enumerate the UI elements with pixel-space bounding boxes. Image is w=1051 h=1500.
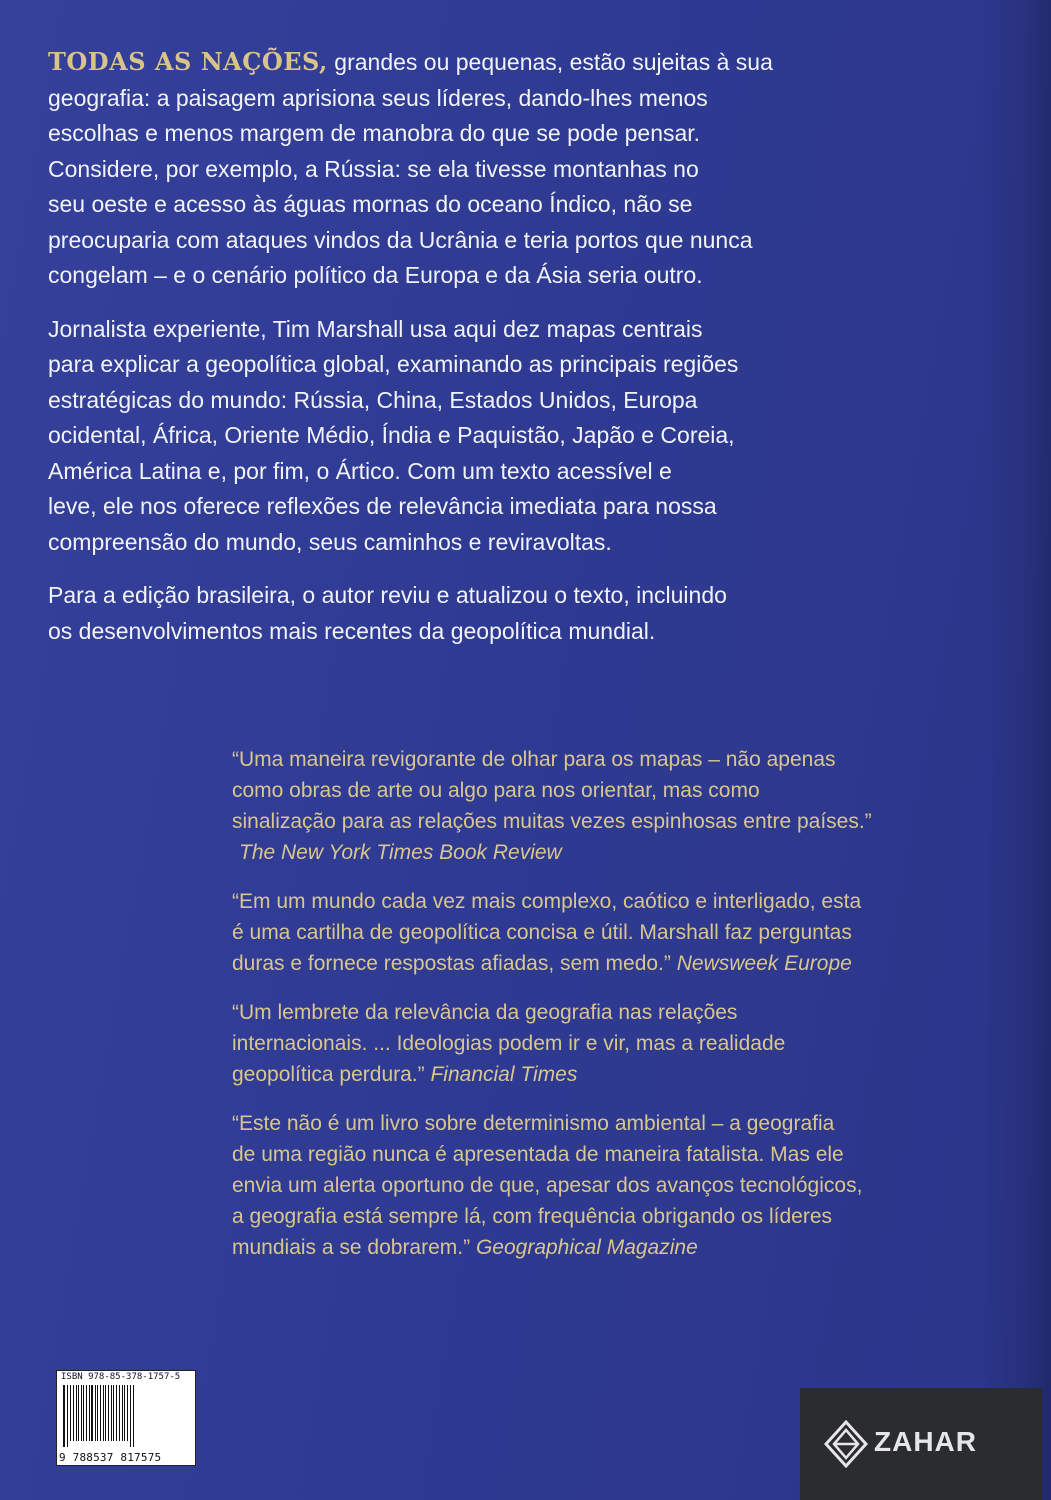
barcode-bar: [63, 1385, 65, 1447]
blurb-lead: TODAS AS NAÇÕES,: [48, 47, 328, 76]
barcode-bar: [81, 1385, 82, 1441]
blurb-paragraph-1: [48, 44, 828, 294]
quote-source: Geographical Magazine: [475, 1236, 698, 1259]
barcode-bar: [86, 1385, 87, 1441]
quote-source: Financial Times: [430, 1063, 578, 1086]
barcode-bar: [95, 1385, 96, 1441]
barcode-bar: [67, 1385, 68, 1447]
blurb: [48, 44, 828, 667]
review-quote: [232, 1108, 992, 1263]
blurb-paragraph-2: Jornalista experiente, Tim Marshall usa aqui dez mapas centrais para explicar a geopolítica global, examinando as principais regiões estratégicas do mundo: Rússia, China, Estados Unidos, Europa ocidental, África, Oriente Médio, Índia e Paquistão, Japão e Coreia, América Latina e, por fim, o Ártico. Com um texto acessível e leve, ele nos oferece reflexões de relevância imediata para nossa compreensão do mundo, seus caminhos e reviravoltas.: [48, 315, 739, 555]
review-quote: [232, 886, 992, 979]
barcode-bar: [76, 1385, 77, 1441]
quote-source: The New York Times Book Review: [239, 841, 562, 864]
barcode-bar: [70, 1385, 71, 1441]
quote-text: “Em um mundo cada vez mais complexo, caótico e interligado, esta é uma cartilha de geopolítica concisa e útil. Marshall faz perguntas duras e fornece respostas afiadas, sem medo.”: [232, 890, 862, 975]
barcode-bar: [83, 1385, 84, 1441]
isbn-barcode: [56, 1370, 196, 1466]
barcode-digits: 9 788537 817575: [59, 1451, 162, 1464]
quote-source: Newsweek Europe: [676, 952, 852, 975]
publisher-name: ZAHAR: [874, 1426, 977, 1457]
barcode-bar: [111, 1385, 112, 1441]
review-quote: [232, 744, 992, 868]
barcode-bar: [119, 1385, 120, 1441]
barcode-bar: [130, 1385, 131, 1447]
quote-text: “Uma maneira revigorante de olhar para os mapas – não apenas como obras de arte ou algo para nos orientar, mas como sinalização para as relações muitas vezes espinhosas entre países.”: [232, 748, 872, 833]
barcode-bar: [108, 1385, 109, 1441]
zahar-diamond-logo-icon: [824, 1420, 868, 1468]
review-quotes: [232, 744, 992, 1281]
publisher-logo-box: [800, 1388, 1042, 1500]
quote-text: “Um lembrete da relevância da geografia nas relações internacionais. ... Ideologias podem ir e vir, mas a realidade geopolítica perdura.”: [232, 1001, 786, 1086]
barcode-bar: [105, 1385, 106, 1441]
barcode-bar: [116, 1385, 117, 1441]
barcode-bar: [89, 1385, 90, 1441]
quote-text: “Este não é um livro sobre determinismo ambiental – a geografia de uma região nunca é apresentada de maneira fatalista. Mas ele envia um alerta oportuno de que, apesar dos avanços tecnológicos, a geografia está sempre lá, com frequência obrigando os líderes mundiais a se dobrarem.”: [232, 1112, 863, 1259]
barcode-bar: [124, 1385, 125, 1441]
barcode-bar: [127, 1385, 128, 1441]
blurb-paragraph-3: Para a edição brasileira, o autor reviu e atualizou o texto, incluindo os desenvolvimentos mais recentes da geopolítica mundial.: [48, 582, 727, 644]
barcode-bar: [91, 1385, 93, 1441]
barcode-bars: [63, 1385, 191, 1447]
blurb-paragraph-1-text: grandes ou pequenas, estão sujeitas à sua geografia: a paisagem aprisiona seus líderes, dando-lhes menos escolhas e menos margem de manobra do que se pode pensar. Considere, por exemplo, a Rússia: se ela tivesse montanhas no seu oeste e acesso às águas mornas do oceano Índico, não se preocuparia com ataques vindos da Ucrânia e teria portos que nunca congelam – e o cenário político da Europa e da Ásia seria outro.: [48, 49, 773, 288]
barcode-bar: [122, 1385, 123, 1441]
barcode-bar: [78, 1385, 79, 1441]
barcode-bar: [113, 1385, 114, 1441]
barcode-bar: [100, 1385, 101, 1441]
barcode-bar: [73, 1385, 74, 1441]
isbn-label: ISBN 978-85-378-1757-5: [61, 1372, 181, 1382]
barcode-bar: [133, 1385, 134, 1447]
barcode-bar: [103, 1385, 104, 1441]
barcode-bar: [97, 1385, 98, 1441]
review-quote: [232, 997, 992, 1090]
